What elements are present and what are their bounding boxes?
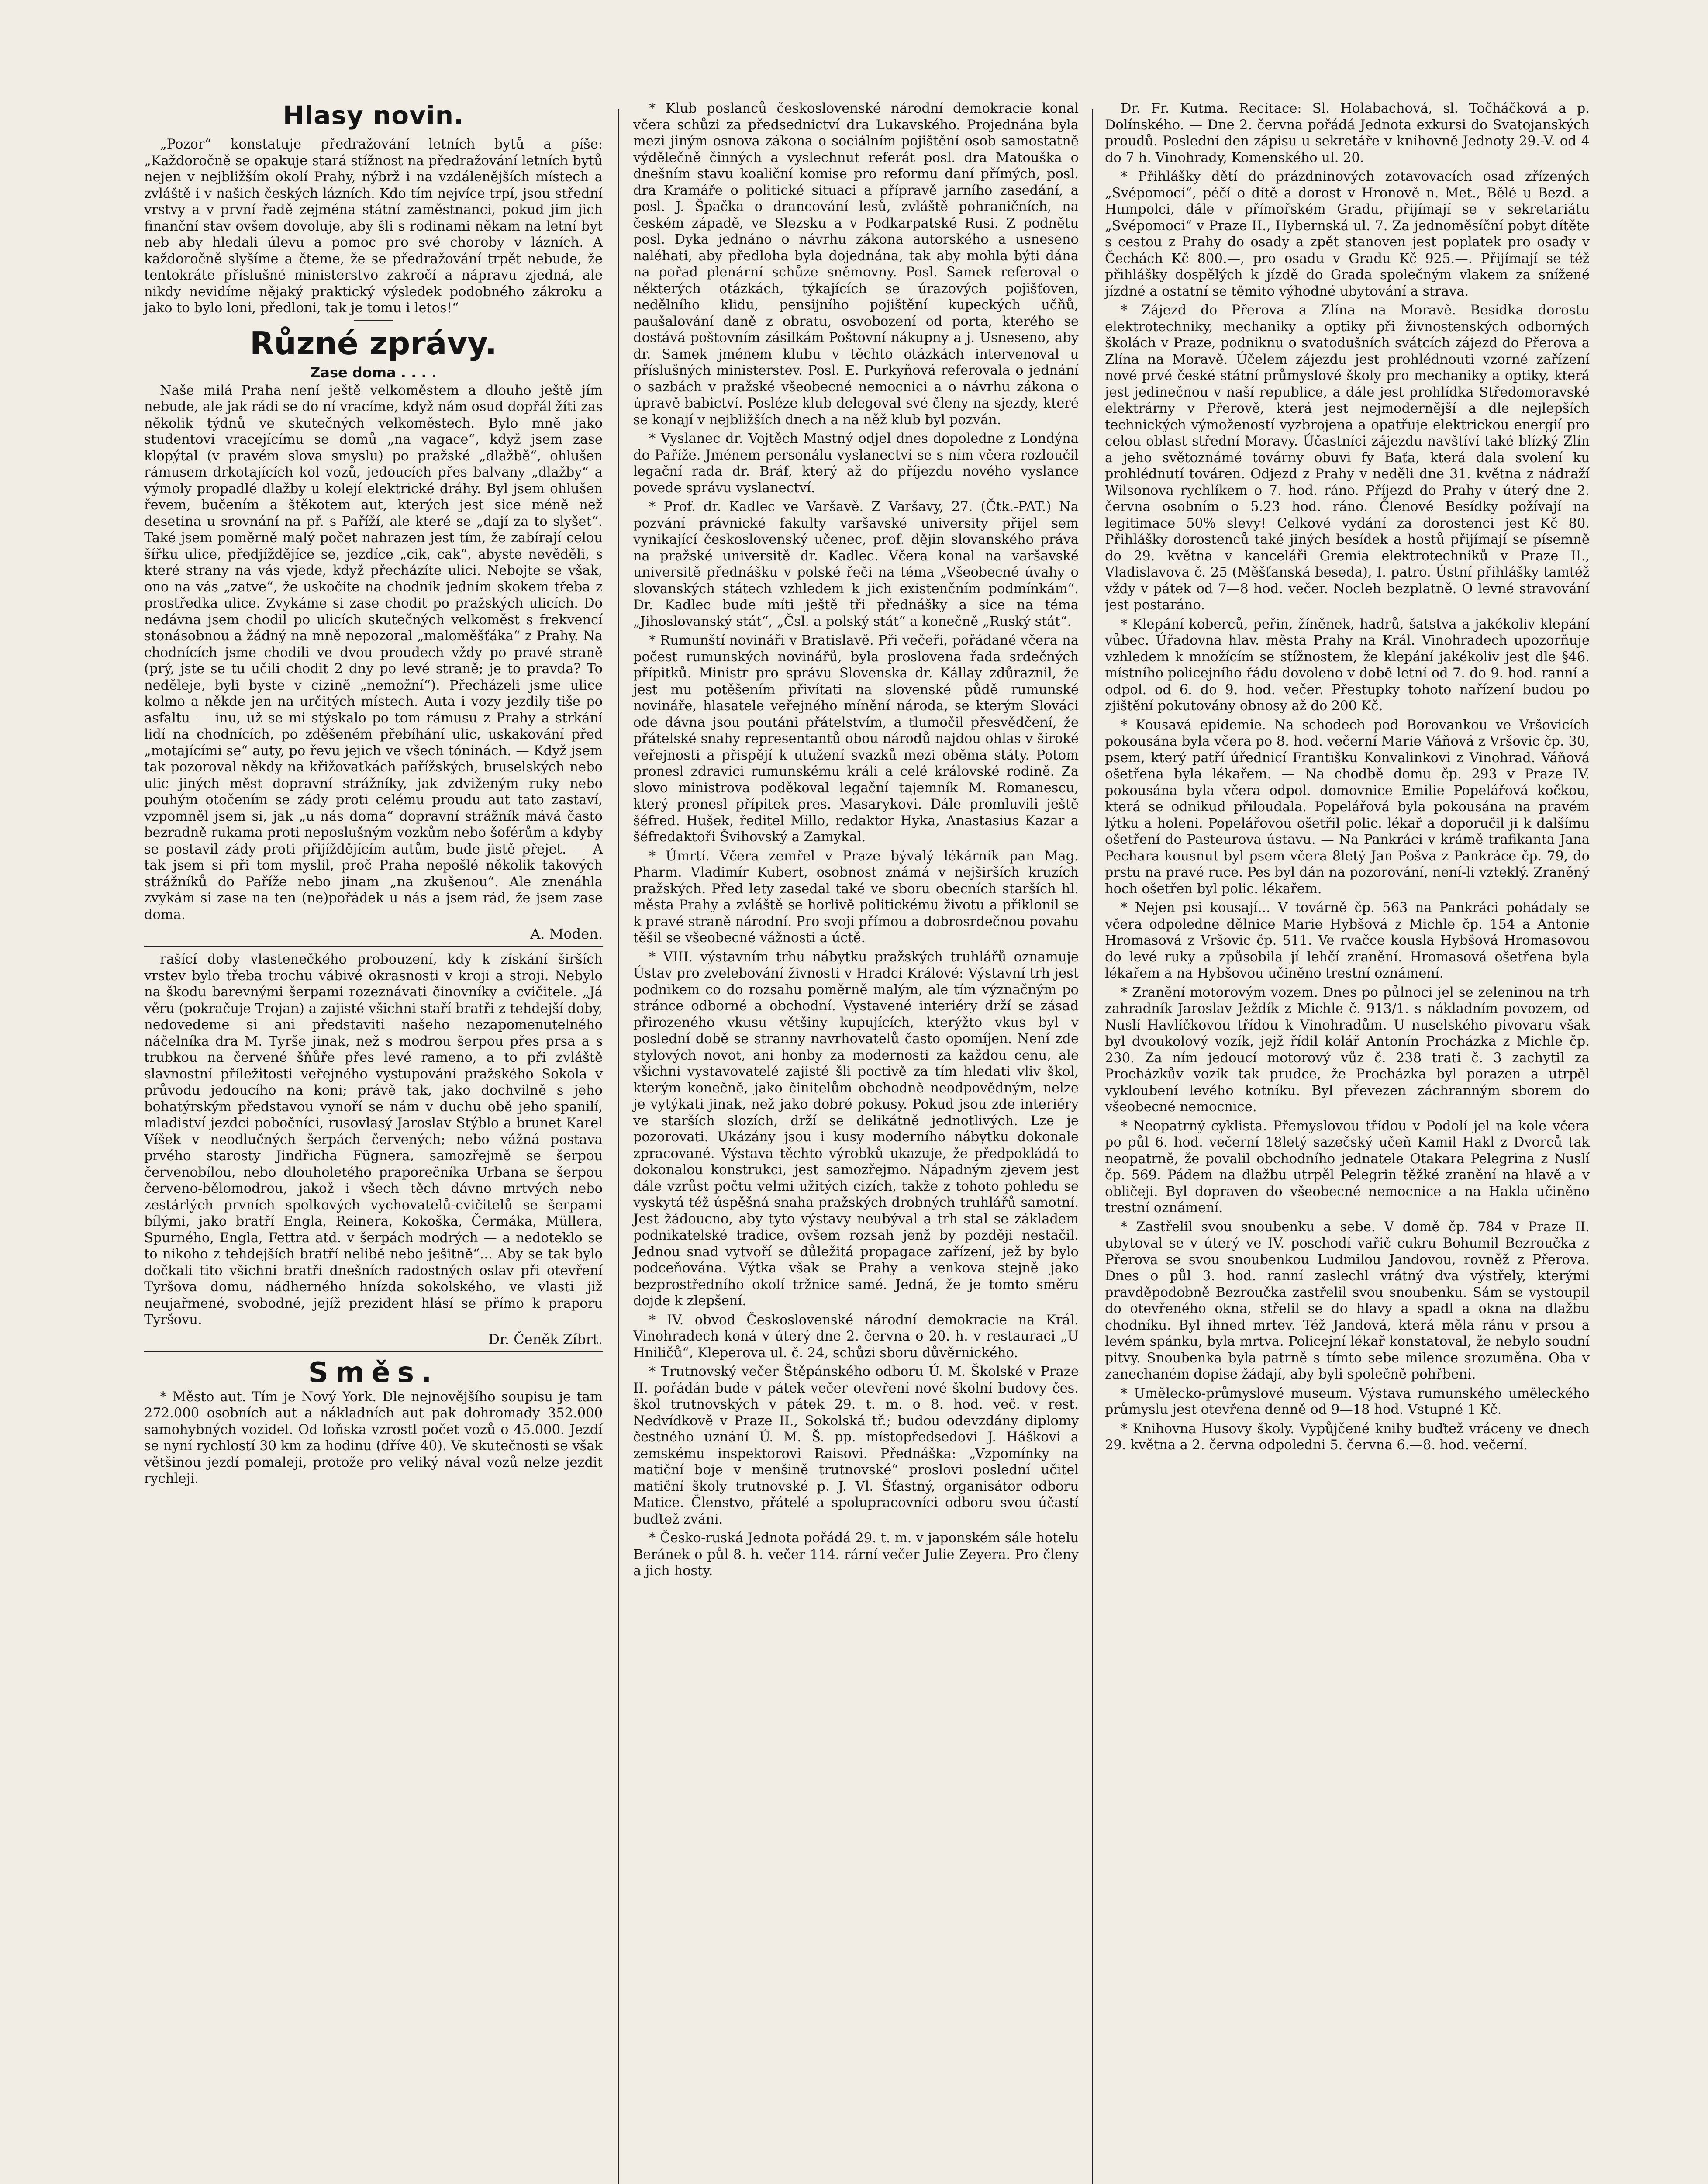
news-item: * Nejen psi kousají... V továrně čp. 563 na Pankráci pohádaly se včera odpoledne dělnice Marie Hybšová z Michle čp. 154 a Antonie Hromasová z Vršovic čp. 511. Ve rvačce kousla Hybšová Hromasovou do levé ruky a způsobila jí lehčí zranění. Hromasová ošetřena byla lékařem a na Hybšovou učiněno trestní oznámení. (1105, 900, 1590, 981)
hlasy-novin-body (144, 136, 603, 317)
news-item: * Rumunští novináři v Bratislavě. Při večeři, pořádané včera na počest rumunských novinářů, byla proslovena řada srdečných přípitků. Ministr pro správu Slovenska dr. Kállay zdůraznil, že jest mu potěšením přivítati na slovenské půdě rumunské novináře, hlasatele veřejného mínění národa, se kterým Slováci ode dávna jsou poutáni přátelstvím, a tlumočil přesvědčení, že přátelské snahy representantů obou národů najdou ohlas v široké veřejnosti a přispějí k utužení svazků mezi oběma státy. Potom pronesl zdravici rumunskému králi a celé královské rodině. Za slovo ministrova poděkoval legační tajemník M. Romanescu, který pronesl přípitek pres. Masarykovi. Dále promluvili ještě šéfred. Hušek, ředitel Millo, redaktor Hyka, Anastasius Kazar a šéfredaktoři Švihovský a Zamykal. (633, 633, 1079, 845)
column-divider (618, 109, 619, 2184)
news-item: * Česko-ruská Jednota pořádá 29. t. m. v japonském sále hotelu Beránek o půl 8. h. večer 114. rární večer Julie Zeyera. Pro členy a jich hosty. (633, 1531, 1079, 1579)
article-paragraph: rašící doby vlastenečkého probouzení, kdy k získání širších vrstev bylo třeba trochu vábivé okrasnosti v kroji a stroji. Nebylo na škodu barevnými šerpami rozeznávati činovníky a cvičitele. „Já věru (pokračuje Trojan) a zajisté všichni staří bratři z tehdejší doby, nedovedeme si ani představiti našeho nezapomenutelného náčelníka dra M. Tyrše jinak, než s modrou šerpou přes prsa a s trubkou na červené šňůře přes levé rameno, a to při zvláště slavnostní příležitosti veřejného vystupování pražského Sokola v průvodu jedoucího na koni; právě tak, jako dochvilně s jeho bohatýrským představou vynoří se nám v duchu obě jeho spanilí, mladiství jezdci pobočníci, rusovlasý Jaroslav Stýblo a brunet Karel Víšek v neodlučných šerpách červených; nebo vážná postava prvého starosty Jindřicha Fügnera, samozřejmě se šerpou červenobílou, nebo dlouholetého praporečníka Urbana se šerpou červeno-bělomodrou, jakož i všech těch dávno mrtvých nebo zestárlých prvních spolkových vychovatelů-cvičitelů se šerpami bílými, jako bratří Engla, Reinera, Kokoška, Čermáka, Müllera, Spurného, Engla, Fettra atd. v šerpách modrých — a nedoteklo se to nikoho z tehdejších bratří nelibě nebo ješitně“... Aby se tak bylo dočkali tito všichni bratři dnešních radostných oslav při otevření Tyršova domu, nádherného hnízda sokolského, ve vlasti již neujařmené, svobodné, jejíž prezident hlásí se přímo k praporu Tyršovu. (144, 952, 603, 1327)
article-paragraph: * Město aut. Tím je Nový York. Dle nejnovějšího soupisu je tam 272.000 osobních aut a nákladních aut pak dohromady 352.000 samohybných vozidel. Od loňska vzrostl počet vozů o 45.000. Jezdí se nyní rychlostí 30 km za hodinu (dříve 40). Ve skutečnosti se však většinou jezdí pomaleji, protože pro veliký nával vozů nelze jezdit rychleji. (144, 1389, 603, 1486)
divider (354, 320, 393, 321)
ruzne-zpravy-heading: Různé zprávy. (250, 325, 497, 362)
news-item: * Klub poslanců československé národní demokracie konal včera schůzi za předsednictví dra Lukavského. Projednána byla mezi jiným osnova zákona o sociálním pojištění osob samostatně výdělečně činných a vyslechnut referát posl. dra Matouška o dnešním stavu koaliční komise pro reformu daní přímých, posl. dra Kramáře o politické situaci a přípravě jarního zasedání, a posl. J. Špačka o drancování lesů, zvláště pohraničních, na českém západě, ve Slezsku a v Podkarpatské Rusi. Z podnětu posl. Dyka jednáno o návrhu zákona autorského a usneseno naléhati, aby předloha byla dojednána, tak aby mohla býti dána na pořad plenární schůze sněmovny. Posl. Samek referoval o některých otázkách, týkajících se úrazových pojišťoven, nedělního klidu, pensijního pojištění kupeckých učňů, paušalování daně z obratu, osvobození od porta, kterého se dostává poštovním zásilkám Poštovní nákupny a j. Usneseno, aby dr. Samek jménem klubu v těchto otázkách intervenoval u příslušných ministerstev. Posl. E. Purkyňová referovala o jednání o sazbách v pražské všeobecné nemocnici a o návrhu zákona o úpravě babictví. Posléze klub delegoval své členy na sjezdy, které se konají v nejbližších dnech a na něž klub byl pozván. (633, 101, 1079, 428)
article-paragraph: „Pozor“ konstatuje předražování letních bytů a píše: „Každoročně se opakuje stará stížnost na předražování letních bytů nejen v nejbližším okolí Prahy, nýbrž i na vzdálenějších místech a zvláště i v našich českých lázních. Kdo tím nejvíce trpí, jsou střední vrstvy a v první řadě zejména státní zaměstnanci, pokud jim jich finanční stav ovšem dovoluje, aby šli s rodinami někam na letní byt neb aby hledali úlevu a pomoc pro své choroby v lázních. A každoročně slyšíme a čteme, že se předražování trpět nebude, že tentokráte příslušné ministerstvo zakročí a nápravu zjedná, ale nikdy nevidíme nějaký praktický výsledek podobného zákroku a jako to bylo loni, předloni, tak je tomu i letos!“ (144, 137, 603, 316)
news-item: * Kousavá epidemie. Na schodech pod Borovankou ve Vršovicích pokousána byla včera po 8. hod. večerní Marie Váňová z Vršovic čp. 30, psem, který patří úřednicí Františku Konvalinkovi z Vinohrad. Váňová ošetřena byla lékařem. — Na chodbě domu čp. 293 v Praze IV. pokousána byla včera odpol. domovnice Emilie Popelářová kočkou, která se odnikud přiloudala. Popelářová byla pokousána na pravém lýtku a holeni. Popelářovou ošetřil polic. lékař a doporučil ji k dalšímu ošetření do Pasteurova ústavu. — Na Pankráci v krámě trafikanta Jana Pechara kousnut byl psem včera 8letý Jan Pošva z Pankráce čp. 79, do prstu na pravé ruce. Pes byl dán na pozorování, není-li vzteklý. Zraněný hoch ošetřen byl polic. lékařem. (1105, 717, 1590, 897)
smes-heading: Směs. (308, 1356, 439, 1389)
news-item: * Zastřelil svou snoubenku a sebe. V domě čp. 784 v Praze II. ubytoval se v úterý ve IV. poschodí vařič cukru Bohumil Bezroučka z Přerova se svou snoubenkou Ludmilou Jandovou, rovněž z Přerova. Dnes o půl 3. hod. ranní zaslechl vrátný dva výstřely, kterými pravděpodobně Bezroučka zastřelil svou snoubenku. Sám se vystoupil do otevřeného okna, střelil se do hlavy a spadl a okna na dlažbu chodníku. Byl ihned mrtev. Též Jandová, která měla ránu v prsou a levém spánku, byla mrtva. Policejní lékař konstatoval, že nebylo soudní pitvy. Snoubenka byla patrně s tímto sebe milence srozuměna. Oba v zanechaném dopise žádají, aby byli společně pohřbeni. (1105, 1219, 1590, 1382)
middle-column (633, 100, 1079, 1582)
right-column (1105, 100, 1590, 1456)
news-item: * Vyslanec dr. Vojtěch Mastný odjel dnes dopoledne z Londýna do Paříže. Jménem personálu vyslanectví se s ním včera rozloučil legační rada dr. Bráf, který až do příjezdu nového vyslance povede správu vyslanectví. (633, 431, 1079, 496)
news-item: * VIII. výstavním trhu nábytku pražských truhlářů oznamuje Ústav pro zvelebování živnosti v Hradci Králové: Výstavní trh jest podnikem co do rozsahu poměrně malým, ale tím význačným po stránce odborné a obchodní. Vystavené interiéry drží se zásad přirozeného vkusu většiny kupujících, kterýžto vkus byl v poslední době se stranny navrhovatelů často opomíjen. Není zde stylových novot, ani honby za modernosti za každou cenu, ale všichni vystavovatelé zajisté šli poctivě za tím hledati vliv škol, kterým konečně, jako činitelům obchodně neodpovědným, nelze je vytýkati jinak, než jako dobré pokusy. Pokud jsou zde interiéry ve starších slozích, drží se delikátně jednotlivých. Lze je pozorovati. Ukázány jsou i kusy moderního nábytku dokonale zpracované. Výstava těchto výrobků ukazuje, že předpokládá to dokonalou konstrukci, jest samozřejmo. Nápadným zjevem jest dále vzrůst počtu velmi užitých cizích, takže z tohoto pohledu se vyskytá též úspěšná snaha pražských drobných truhlářů samotní. Jest žádoucno, aby tyto výstavy neubýval a trh stal se základem podnikatelské tradice, ovšem rozsah jenž by později nestačil. Jednou snad vytvoří se důležitá propagace zařízení, jež by bylo podceňována. Výtka však se Prahy a venkova stejně jako bezprostředního okolí tržnice samé. Jedná, že je tomto směru dojde k zlepšení. (633, 949, 1079, 1309)
news-item: * Zranění motorovým vozem. Dnes po půlnoci jel se zeleninou na trh zahradník Jaroslav Ježdík z Michle č. 913/1. s nákladním povozem, od Nuslí Havlíčkovou třídou k Vinohradům. U nuselského pivovaru však byl dvoukolový vozík, jejž řídil kolář Antonín Procházka z Michle čp. 230. Za ním jedoucí motorový vůz č. 238 trati č. 3 zachytil za Procházkův vozík tak prudce, že Procházka byl porazen a utrpěl vykloubení levého kotníku. Byl převezen záchranným sborem do všeobecné nemocnice. (1105, 985, 1590, 1115)
news-item: * Umělecko-průmyslové museum. Výstava rumunského uměleckého průmyslu jest otevřena denně od 9—18 hod. Vstupné 1 Kč. (1105, 1386, 1590, 1417)
news-item: * Trutnovský večer Štěpánského odboru Ú. M. Školské v Praze II. pořádán bude v pátek večer otevření nové školní budovy čes. škol trutnovských v pátek 29. t. m. o 8. hod. več. v rest. Nedvídkově v Praze II., Sokolská tř.; budou odevzdány diplomy čestného uznání Ú. M. Š. pp. místopředsedovi J. Háškovi a zemskému inspektorovi Raisovi. Přednáška: „Vzpomínky na matiční boje v menšině trutnovské“ proslovi poslední učitel matiční školy trutnovské p. J. Vl. Šťastný, organisátor odboru Matice. Členstvo, přátelé a spolupracovníci odboru svou účastí buďtež zváni. (633, 1364, 1079, 1527)
news-item: * Úmrtí. Včera zemřel v Praze bývalý lékárník pan Mag. Pharm. Vladimír Kubert, osobnost známá v nejširších kruzích pražských. Před lety zasedal také ve sboru obecních starších hl. města Prahy a zvláště se horlivě politickému životu a přiklonil se k pravé straně národní. Pro svoji přímou a dobrosrdečnou povahu těšil se všeobecné vážnosti a úctě. (633, 848, 1079, 946)
news-item: * IV. obvod Československé národní demokracie na Král. Vinohradech koná v úterý dne 2. června o 20. h. v restauraci „U Hniličů“, Kleperova ul. č. 24, schůzi sboru důvěrnického. (633, 1312, 1079, 1361)
column-rule (144, 946, 603, 947)
column-rule (144, 1351, 603, 1352)
news-item: * Přihlášky dětí do prázdninových zotavovacích osad zřízených „Svépomocí“, péčí o dítě a dorost v Hronově n. Met., Bělé u Bezd. a Humpolci, dále v přímořském Gradu, přijímají se v sekretariátu „Svépomoci“ v Praze II., Hybernská ul. 7. Za jednoměsíční pobyt dítěte s cestou z Prahy do osady a zpět stanoven jest poplatek pro osady v Čechách Kč 800.—, pro osadu v Gradu Kč 925.—. Přijímají se též přihlášky dospělých k jízdě do Grada společným vlakem za snížené jízdné a ostatní se těmito výhodné ubytování a strava. (1105, 169, 1590, 299)
news-item: * Knihovna Husovy školy. Vypůjčené knihy buďtež vráceny ve dnech 29. května a 2. června odpoledni 5. června 6.—8. hod. večerní. (1105, 1421, 1590, 1453)
article-author: Dr. Čeněk Zíbrt. (488, 1330, 603, 1348)
article-author: A. Moden. (530, 926, 603, 942)
news-item: Dr. Fr. Kutma. Recitace: Sl. Holabachová, sl. Točháčková a p. Dolínského. — Dne 2. června pořádá Jednota exkursi do Svatojanských proudů. Poslední den zápisu u sekretáře v knihovně Jednoty 29.-V. od 4 do 7 h. Vinohrady, Komenského ul. 20. (1105, 101, 1590, 166)
newspaper-page (144, 100, 1590, 2184)
news-item: * Klepání koberců, peřin, žíněnek, hadrů, šatstva a jakékoliv klepání vůbec. Úřadovna hlav. města Prahy na Král. Vinohradech upozorňuje vzhledem k množícím se stížnostem, že klepání jakékoliv jest dle §46. místního policejního řádu dovoleno v době letní od 7. do 9. hod. ranní a odpol. od 6. do 9. hod. večer. Přestupky tohoto nařízení budou po zjištění pokutovány obnosy až do 200 Kč. (1105, 616, 1590, 714)
news-item: * Zájezd do Přerova a Zlína na Moravě. Besídka dorostu elektrotechniky, mechaniky a optiky při živnostenských odborných školách v Praze, podniknu o svatodušních svátcích zájezd do Přerova a Zlína na Moravě. Účelem zájezdu jest prohlédnouti vzorné zařízení nové prvé české státní průmyslové školy pro mechaniky a optiky, která jest jedinečnou v naší republice, a dále jest prohlídka Středomoravské elektrárny v Přerově, která jest nejmodernější a dle nejlepších technických výmožeností vyzbrojena a opatřuje elektrickou energií pro celou oblast střední Moravy. Účastníci zájezdu navštíví také blízký Zlín a jeho světoznámé továrny obuvi fy Baťa, která dala svolení ku prohlédnutí továren. Odjezd z Prahy v neděli dne 31. května z nádraží Wilsonova rychlíkem o 7. hod. ráno. Příjezd do Prahy v úterý dne 2. června osobním o 5.23 hod. ráno. Členové Besídky požívají na legitimace 50% slevy! Celkové vydání za dorostenci jest Kč 80. Přihlášky dorostenců také jiných besídek a hostů přijímají se písemně do 29. května v kanceláři Gremia elektrotechniků v Praze II., Vladislavova č. 25 (Měšťanská beseda), I. patro. Ústní přihlášky tamtéž vždy v pátek od 7—8 hod. večer. Nocleh bezplatně. O levné stravování jest postaráno. (1105, 303, 1590, 613)
column-divider (1092, 109, 1093, 2184)
article-paragraph: Naše milá Praha není ještě velkoměstem a dlouho ještě jím nebude, ale jak rádi se do ní vracíme, když nám osud dopřál žíti zas několik týdnů ve skutečných velkoměstech. Bylo mně jako studentovi vracejícímu se domů „na vagace“, když jsem zase klopýtal (v pravém slova smyslu) po pražské „dlažbě“, ohlušen rámusem drkotajících kol vozů, jedoucích přes balvany „dlažby“ a výmoly propadlé dlažby u kolejí elektrické dráhy. Byl jsem ohlušen řevem, bučením a štěkotem aut, kterých jest sice méně než desetina u srovnání na př. s Paříží, ale které se „dají za to slyšet“. Také jsem poměrně malý počet nahrazen jest tím, že zabírají celou šířku ulice, předjíždějíce se, jezdíce „cik, cak“, abyste nevěděli, s které strany na vás vjede, když přecházíte ulici. Nebojte se však, ono na vás „zatve“, že uskočíte na chodník jedním skokem třeba z prostředka ulice. Zvykáme si zase chodit po pražských ulicích. Do nedávna jsem chodil po ulicích skutečných velkoměst s frekvencí stonásobnou a žádný na mně nepozoral „maloměšťáka“ z Prahy. Na chodnících jsme chodili ve dvou proudech vždy po pravé straně (prý, jste se tu učili chodit 2 dny po levé straně; je to pravda? To neděleje, byli byste v cizině „nemožní“). Přecházeli jsme ulice kolmo a někde jen na určitých místech. Auta i vozy jezdily tiše po asfaltu — inu, už se mi stýskalo po tom rámusu z Prahy a strkání lidí na chodnících, po zděšeném přebíhání ulic, uskakování před „motajícími se“ auty, po řevu jejich ve všech tóninách. — Když jsem tak pozoroval někdy na křižovatkách pařížských, bruselských nebo ulic jiných měst dopravní strážníky, jak zdviženým ruky nebo pouhým otočením se zády proti celému proudu aut tato zastaví, vzpomněl jsem si, jak „u nás doma“ dopravní strážník mává často bezradně rukama proti neposlušným vozkům nebo šoférům a kdyby se postavil zády proti přijíždějícím autům, bude jistě přejet. — A tak jsem si při tom myslil, proč Praha nepošlé několik takových strážníků do Paříže nebo jinam „na zkušenou“. Ale znenáhla zvykám si zase na ten (ne)pořádek u nás a jsem rád, že jsem zase doma. (144, 383, 603, 923)
hlasy-novin-heading: Hlasy novin. (283, 100, 464, 130)
news-item: * Prof. dr. Kadlec ve Varšavě. Z Varšavy, 27. (Čtk.-PAT.) Na pozvání právnické fakulty varšavské university přijel sem vynikající československý učenec, prof. dějin slovanského práva na pražské universitě dr. Kadlec. Včera konal na varšavské universitě přednášku v polské řeči na téma „Všeobecné úvahy o slovanských státech vzhledem k jich existenčním podmínkám“. Dr. Kadlec bude míti ještě tři přednášky a sice na téma „Jihoslovanský stát“, „Čsl. a polský stát“ a konečně „Ruský stát“. (633, 499, 1079, 629)
article-subtitle: Zase doma . . . . (310, 364, 437, 381)
left-column (144, 100, 603, 1490)
news-item: * Neopatrný cyklista. Přemyslovou třídou v Podolí jel na kole včera po půl 6. hod. večerní 18letý sazečský učeň Kamil Hakl z Dvorců tak neopatrně, že povalil obchodního jednatele Otakara Pelegrina z Nuslí čp. 569. Pádem na dlažbu utrpěl Pelegrin těžké zranění na hlavě a v obličeji. Byl dopraven do všeobecné nemocnice a na Hakla učiněno trestní oznámení. (1105, 1118, 1590, 1216)
